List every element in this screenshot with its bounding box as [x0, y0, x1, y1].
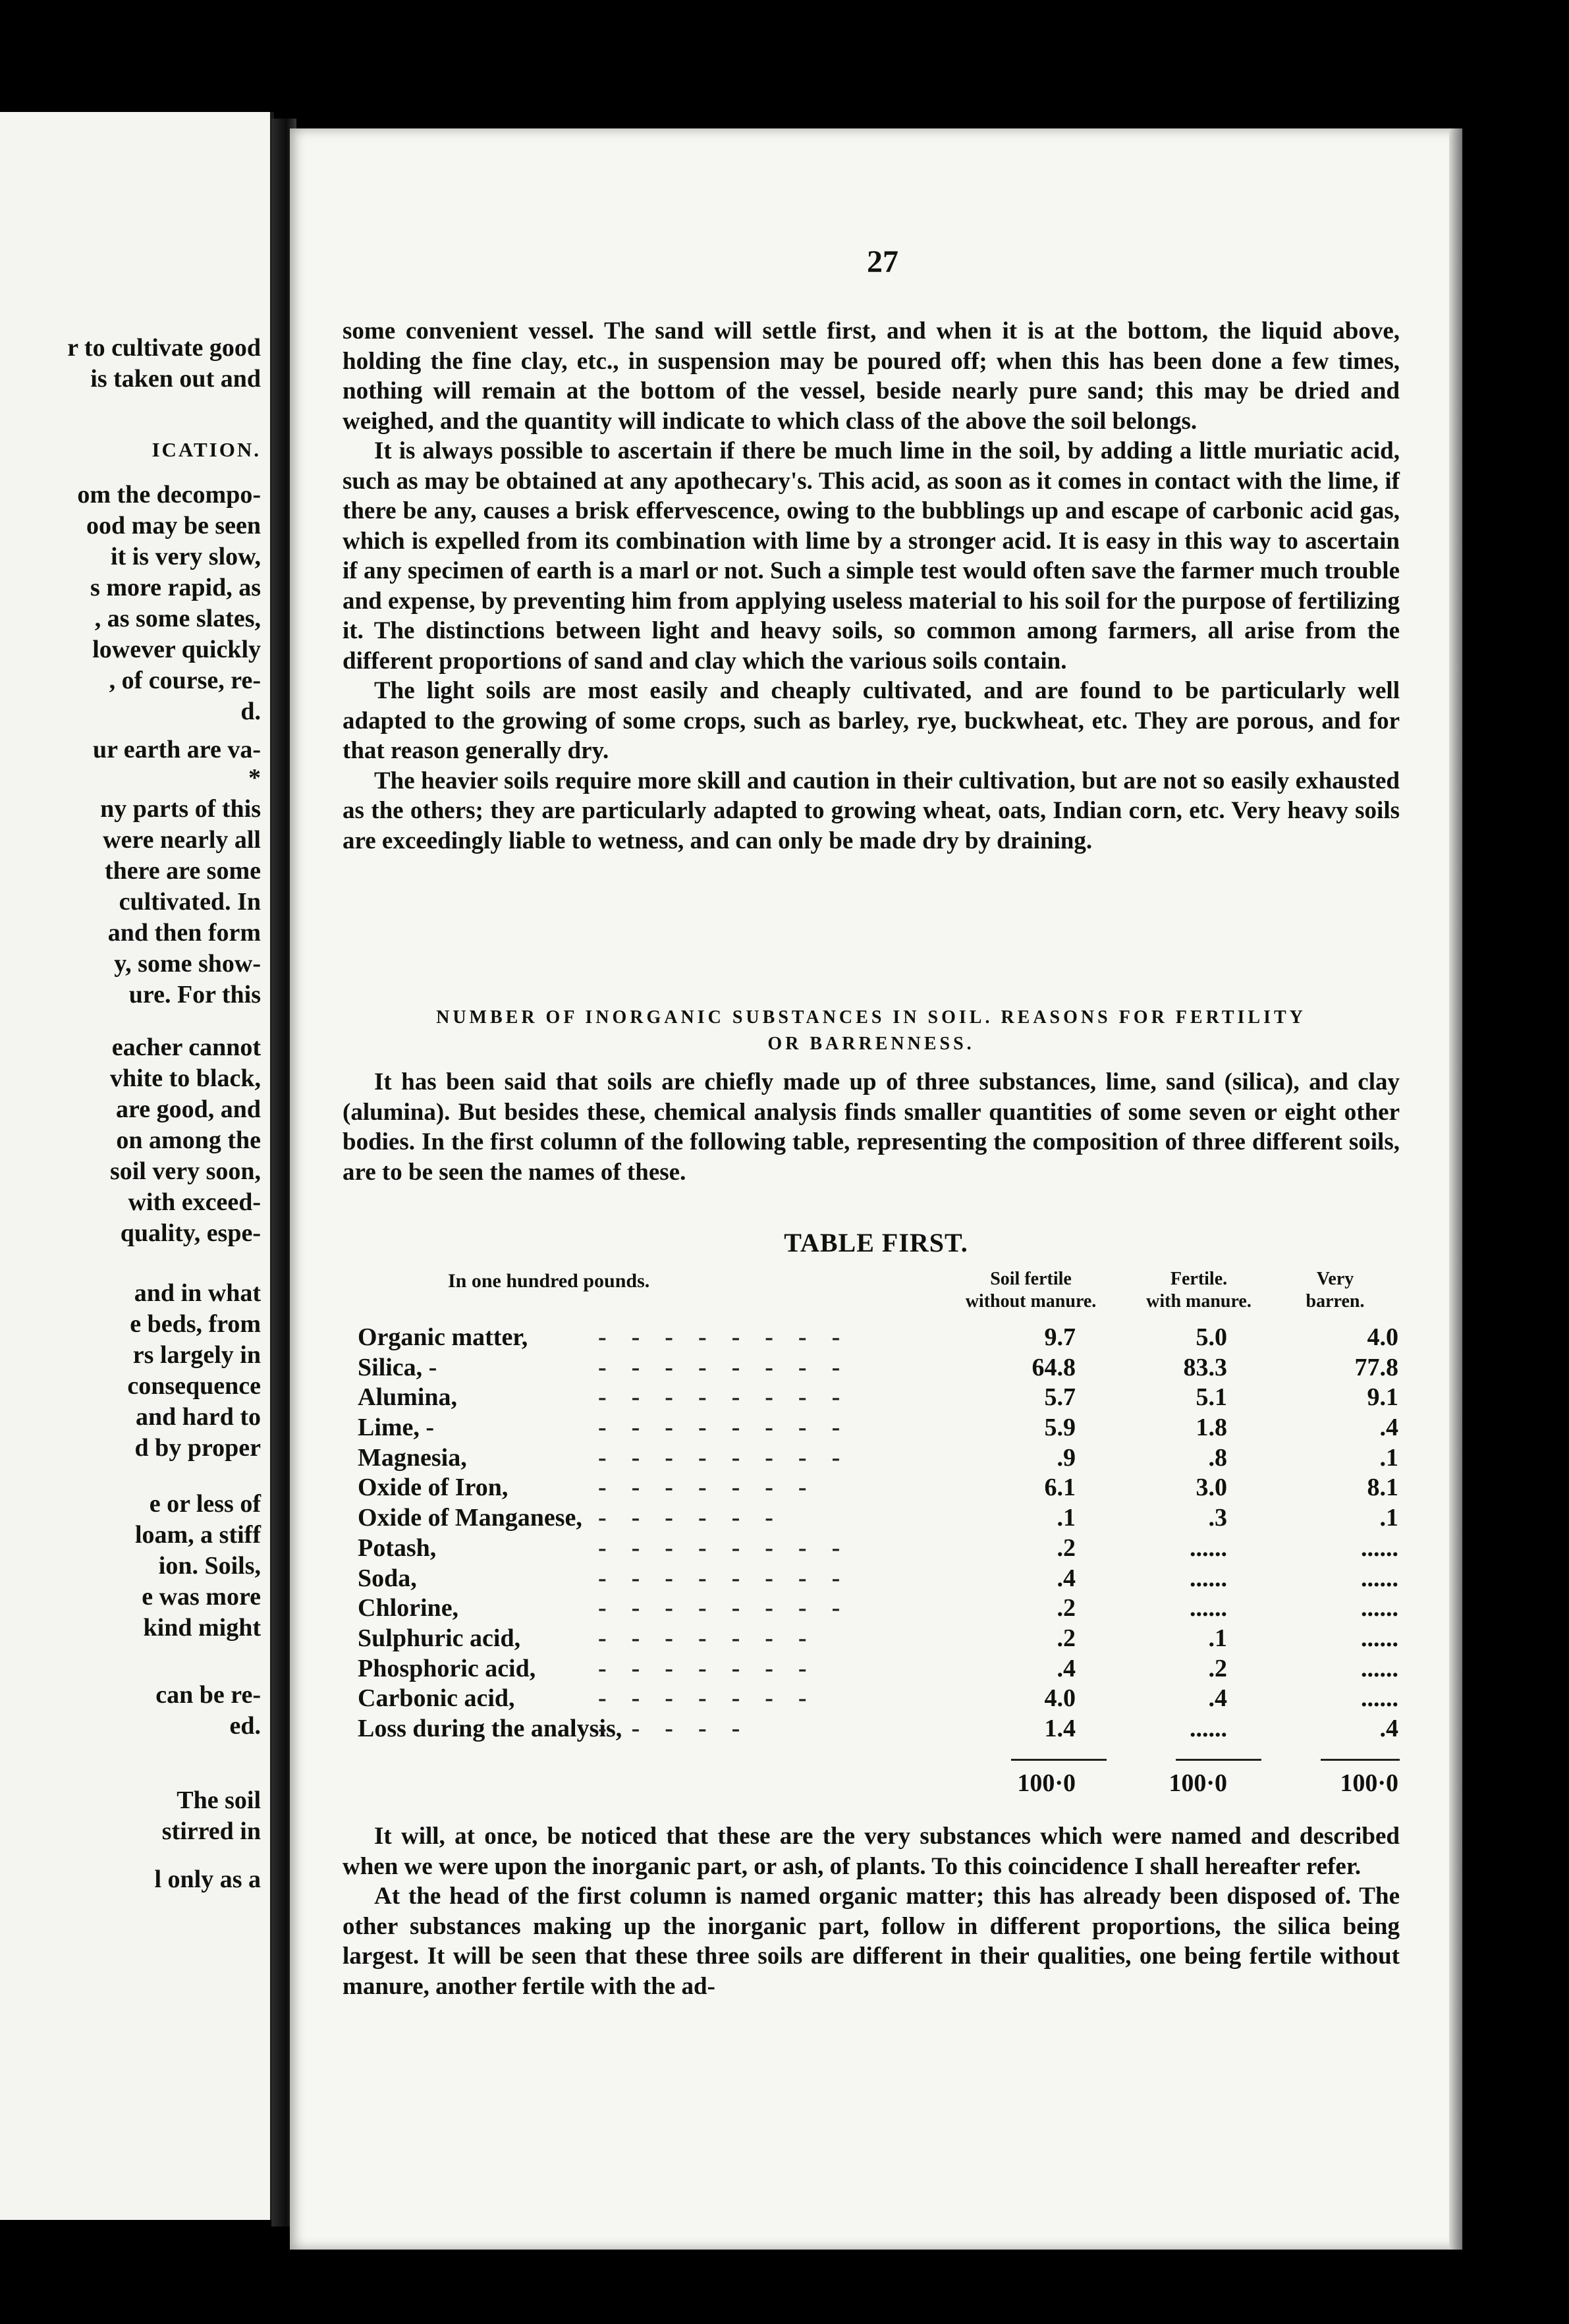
leader-dots: - - - - - - -	[598, 1624, 807, 1652]
facing-page-line: and hard to	[135, 1403, 261, 1431]
facing-page-line: , of course, re-	[109, 667, 261, 694]
column-header-very-barren	[1286, 1268, 1385, 1313]
facing-page-line: there are some	[104, 857, 261, 885]
table-row	[358, 1413, 1398, 1443]
value-very-barren: .4	[1379, 1714, 1398, 1742]
facing-page-line: on among the	[116, 1126, 261, 1154]
facing-page-line: ood may be seen	[86, 512, 261, 540]
value-fertile-with-manure: ......	[1190, 1594, 1227, 1622]
value-fertile-without-manure: .9	[1057, 1443, 1076, 1472]
value-fertile-with-manure: .4	[1208, 1684, 1227, 1713]
facing-page-line: , as some slates,	[94, 605, 261, 632]
column-header-line: with manure.	[1146, 1291, 1252, 1312]
facing-page-line: are good, and	[116, 1095, 261, 1123]
table-row	[358, 1684, 1398, 1714]
value-very-barren: .1	[1379, 1504, 1398, 1532]
leader-dots: - - - - - - - -	[598, 1414, 840, 1442]
column-header-line: Fertile.	[1170, 1269, 1228, 1289]
substance-name: Oxide of Manganese,	[358, 1504, 582, 1532]
value-very-barren: 77.8	[1354, 1353, 1398, 1381]
paragraph: The light soils are most easily and cheaply cultivated, and are found to be particularly well adapted to the growing of some crops, such as barley, rye, buckwheat, etc. They are porous, and for that reason generally dry.	[343, 677, 1400, 764]
facing-page-line: is taken out and	[90, 365, 261, 393]
value-very-barren: .4	[1379, 1414, 1398, 1442]
column-header-soil-fertile	[945, 1268, 1116, 1313]
leader-dots: - - - - - - - -	[598, 1594, 840, 1622]
substance-name: Chlorine,	[358, 1594, 459, 1622]
table-row	[358, 1654, 1398, 1684]
value-fertile-without-manure: 64.8	[1032, 1353, 1076, 1381]
leader-dots: - - - - - - -	[598, 1684, 807, 1713]
facing-page-line: it is very slow,	[111, 543, 261, 570]
leader-dots: - - - - - - - -	[598, 1443, 840, 1472]
value-very-barren: ......	[1361, 1534, 1398, 1562]
facing-page-line: e or less of	[149, 1490, 261, 1518]
value-fertile-with-manure: 83.3	[1183, 1353, 1227, 1381]
facing-page-line: rs largely in	[132, 1341, 261, 1369]
leader-dots: - - - - - - -	[598, 1474, 807, 1502]
facing-page-line: om the decompo-	[77, 481, 261, 509]
facing-page-line: loam, a stiff	[134, 1521, 261, 1549]
leader-dots: - - - - - - -	[598, 1654, 807, 1682]
facing-page-line: ure. For this	[128, 981, 261, 1009]
facing-page-line: The soil	[177, 1786, 261, 1814]
total-rule	[1321, 1759, 1400, 1761]
substance-name: Loss during the analysis,	[358, 1714, 622, 1742]
substance-name: Carbonic acid,	[358, 1684, 515, 1713]
leader-dots: - - - - - - - -	[598, 1534, 840, 1562]
facing-page	[0, 112, 274, 2220]
substance-name: Sulphuric acid,	[358, 1624, 521, 1652]
value-fertile-without-manure: 5.7	[1044, 1383, 1076, 1412]
body-text-top	[343, 316, 1400, 856]
value-fertile-with-manure: .2	[1208, 1654, 1227, 1682]
total-rule	[1176, 1759, 1261, 1761]
table-row	[358, 1503, 1398, 1534]
value-very-barren: ......	[1361, 1654, 1398, 1682]
table-row	[358, 1534, 1398, 1564]
value-fertile-with-manure: ......	[1190, 1564, 1227, 1592]
section-heading-line: NUMBER OF INORGANIC SUBSTANCES IN SOIL. REASONS FOR FERTILITY	[436, 1007, 1306, 1028]
table-row	[358, 1443, 1398, 1474]
substance-name: Lime, -	[358, 1414, 435, 1442]
substance-name: Organic matter,	[358, 1323, 528, 1351]
column-header-line: Very	[1316, 1269, 1354, 1289]
value-fertile-without-manure: .2	[1057, 1594, 1076, 1622]
leader-dots: - - - - - - - -	[598, 1323, 840, 1351]
facing-page-line: ur earth are va-	[92, 736, 261, 763]
value-very-barren: ......	[1361, 1594, 1398, 1622]
substance-name: Soda,	[358, 1564, 417, 1592]
facing-page-line: and in what	[134, 1279, 261, 1307]
value-very-barren: .1	[1379, 1443, 1398, 1472]
facing-page-line: and then form	[107, 919, 261, 947]
substance-name: Potash,	[358, 1534, 437, 1562]
table-row	[358, 1323, 1398, 1353]
table-row	[358, 1593, 1398, 1624]
leader-dots: - - - - - - - -	[598, 1353, 840, 1381]
value-very-barren: ......	[1361, 1684, 1398, 1713]
column-header-line: Soil fertile	[990, 1269, 1072, 1289]
page-edge-shadow	[1449, 128, 1462, 2250]
total-rule	[1011, 1759, 1107, 1761]
facing-page-line: e was more	[142, 1583, 261, 1611]
facing-page-line: stirred in	[161, 1817, 261, 1845]
substance-name: Alumina,	[358, 1383, 457, 1412]
value-fertile-without-manure: .1	[1057, 1504, 1076, 1532]
paragraph: some convenient vessel. The sand will settle first, and when it is at the bottom, the liquid above, holding the fine clay, etc., in suspension may be poured off; when this has been done a few times, nothing will remain at the bottom of the vessel, beside nearly pure sand; this may be dried and weighed, and the quantity will indicate to which class of the above the soil belongs.	[343, 318, 1400, 435]
table-header-label: In one hundred pounds.	[448, 1270, 650, 1292]
facing-page-line: d.	[240, 698, 261, 725]
paragraph: It is always possible to ascertain if there be much lime in the soil, by adding a little muriatic acid, such as may be obtained at any apothecary's. This acid, as soon as it comes in contact with the lime, if there be any, causes a brisk effervescence, owing to the bubblings up and escape of carbonic acid gas, which is expelled from its combination with lime by a stronger acid. It is easy in this way to ascertain if any specimen of earth is a marl or not. Such a simple test would often save the farmer much trouble and expense, by preventing him from applying useless material to his soil for the purpose of fertilizing it. The distinctions between light and heavy soils, so common among farmers, all arise from the different proportions of sand and clay which the various soils contain.	[343, 437, 1400, 675]
composition-table	[358, 1323, 1398, 1744]
total-value: 100·0	[1169, 1769, 1227, 1797]
value-fertile-without-manure: .4	[1057, 1564, 1076, 1592]
value-fertile-without-manure: 5.9	[1044, 1414, 1076, 1442]
facing-page-line: ny parts of this	[100, 795, 261, 823]
value-fertile-with-manure: .3	[1208, 1504, 1227, 1532]
paragraph: The heavier soils require more skill and caution in their cultivation, but are not so easily exhausted as the others; they are particularly adapted to growing wheat, oats, Indian corn, etc. Very heavy soils are exceedingly liable to wetness, and can only be made dry by draining.	[343, 767, 1400, 854]
column-header-line: without manure.	[965, 1291, 1097, 1312]
facing-page-line: s more rapid, as	[90, 574, 261, 601]
value-fertile-without-manure: 6.1	[1044, 1474, 1076, 1502]
paragraph: It has been said that soils are chiefly made up of three substances, lime, sand (silica), and clay (alumina). But besides these, chemical analysis finds smaller quantities of some seven or eight other bodies. In the first column of the following table, representing the composition of three different soils, are to be seen the names of these.	[343, 1068, 1400, 1186]
body-text-bottom	[343, 1821, 1400, 2001]
page	[290, 128, 1462, 2250]
value-fertile-without-manure: .2	[1057, 1624, 1076, 1652]
value-fertile-with-manure: ......	[1190, 1714, 1227, 1742]
value-very-barren: ......	[1361, 1564, 1398, 1592]
table-row	[358, 1624, 1398, 1654]
facing-page-line: can be re-	[155, 1681, 261, 1709]
total-value: 100·0	[1017, 1769, 1076, 1797]
value-fertile-without-manure: 1.4	[1044, 1714, 1076, 1742]
substance-name: Phosphoric acid,	[358, 1654, 536, 1682]
value-fertile-with-manure: 3.0	[1196, 1474, 1227, 1502]
leader-dots: - - - - - - - -	[598, 1383, 840, 1412]
facing-page-line: consequence	[127, 1372, 261, 1400]
facing-page-line: lowever quickly	[92, 636, 261, 663]
value-fertile-with-manure: .1	[1208, 1624, 1227, 1652]
facing-page-line: quality, espe-	[120, 1219, 261, 1247]
value-fertile-with-manure: .8	[1208, 1443, 1227, 1472]
value-very-barren: ......	[1361, 1624, 1398, 1652]
section-heading	[343, 1005, 1400, 1057]
facing-page-line: were nearly all	[103, 826, 261, 854]
facing-page-line: r to cultivate good	[67, 334, 261, 362]
value-fertile-without-manure: .2	[1057, 1534, 1076, 1562]
facing-page-line: d by proper	[134, 1434, 261, 1462]
table-row	[358, 1714, 1398, 1744]
value-very-barren: 4.0	[1367, 1323, 1398, 1351]
column-header-line: barren.	[1306, 1291, 1365, 1312]
facing-page-line: *	[248, 764, 261, 792]
substance-name: Silica, -	[358, 1353, 437, 1381]
value-fertile-without-manure: 4.0	[1044, 1684, 1076, 1713]
substance-name: Magnesia,	[358, 1443, 467, 1472]
value-fertile-with-manure: 5.0	[1196, 1323, 1227, 1351]
facing-page-line: e beds, from	[130, 1310, 261, 1338]
table-row	[358, 1383, 1398, 1413]
facing-page-line: kind might	[143, 1614, 261, 1642]
facing-page-line: cultivated. In	[119, 888, 261, 916]
value-fertile-with-manure: ......	[1190, 1534, 1227, 1562]
facing-page-line: ed.	[229, 1712, 261, 1740]
leader-dots: - - - - - - - -	[598, 1564, 840, 1592]
facing-page-line: ICATION.	[151, 438, 261, 461]
value-fertile-with-manure: 5.1	[1196, 1383, 1227, 1412]
leader-dots: - - - - - -	[598, 1504, 773, 1532]
paragraph: At the head of the first column is named organic matter; this has already been disposed of. The other substances making up the inorganic part, follow in different proportions, the silica being largest. It will be seen that these three soils are different in their qualities, one being fertile without manure, another fertile with the ad-	[343, 1883, 1400, 2000]
leader-dots: - - - - -	[598, 1714, 740, 1742]
facing-page-line: with exceed-	[128, 1188, 261, 1216]
value-fertile-without-manure: .4	[1057, 1654, 1076, 1682]
body-text-mid	[343, 1067, 1400, 1187]
table-row	[358, 1564, 1398, 1594]
substance-name: Oxide of Iron,	[358, 1474, 509, 1502]
facing-page-line: l only as a	[154, 1866, 261, 1893]
facing-page-line: vhite to black,	[109, 1065, 261, 1092]
column-header-fertile	[1123, 1268, 1275, 1313]
value-fertile-without-manure: 9.7	[1044, 1323, 1076, 1351]
section-heading-line: OR BARRENNESS.	[767, 1034, 975, 1054]
facing-page-line: soil very soon,	[109, 1157, 261, 1185]
facing-page-line: ion. Soils,	[158, 1552, 261, 1580]
value-very-barren: 9.1	[1367, 1383, 1398, 1412]
value-very-barren: 8.1	[1367, 1474, 1398, 1502]
value-fertile-with-manure: 1.8	[1196, 1414, 1227, 1442]
table-row	[358, 1353, 1398, 1383]
total-value: 100·0	[1340, 1769, 1398, 1797]
table-row	[358, 1473, 1398, 1503]
facing-page-line: y, some show-	[114, 950, 261, 978]
page-number: 27	[867, 244, 898, 279]
facing-page-line: eacher cannot	[111, 1034, 261, 1061]
table-title: TABLE FIRST.	[784, 1228, 968, 1258]
paragraph: It will, at once, be noticed that these are the very substances which were named and described when we were upon the inorganic part, or ash, of plants. To this coincidence I shall hereafter refer.	[343, 1823, 1400, 1880]
